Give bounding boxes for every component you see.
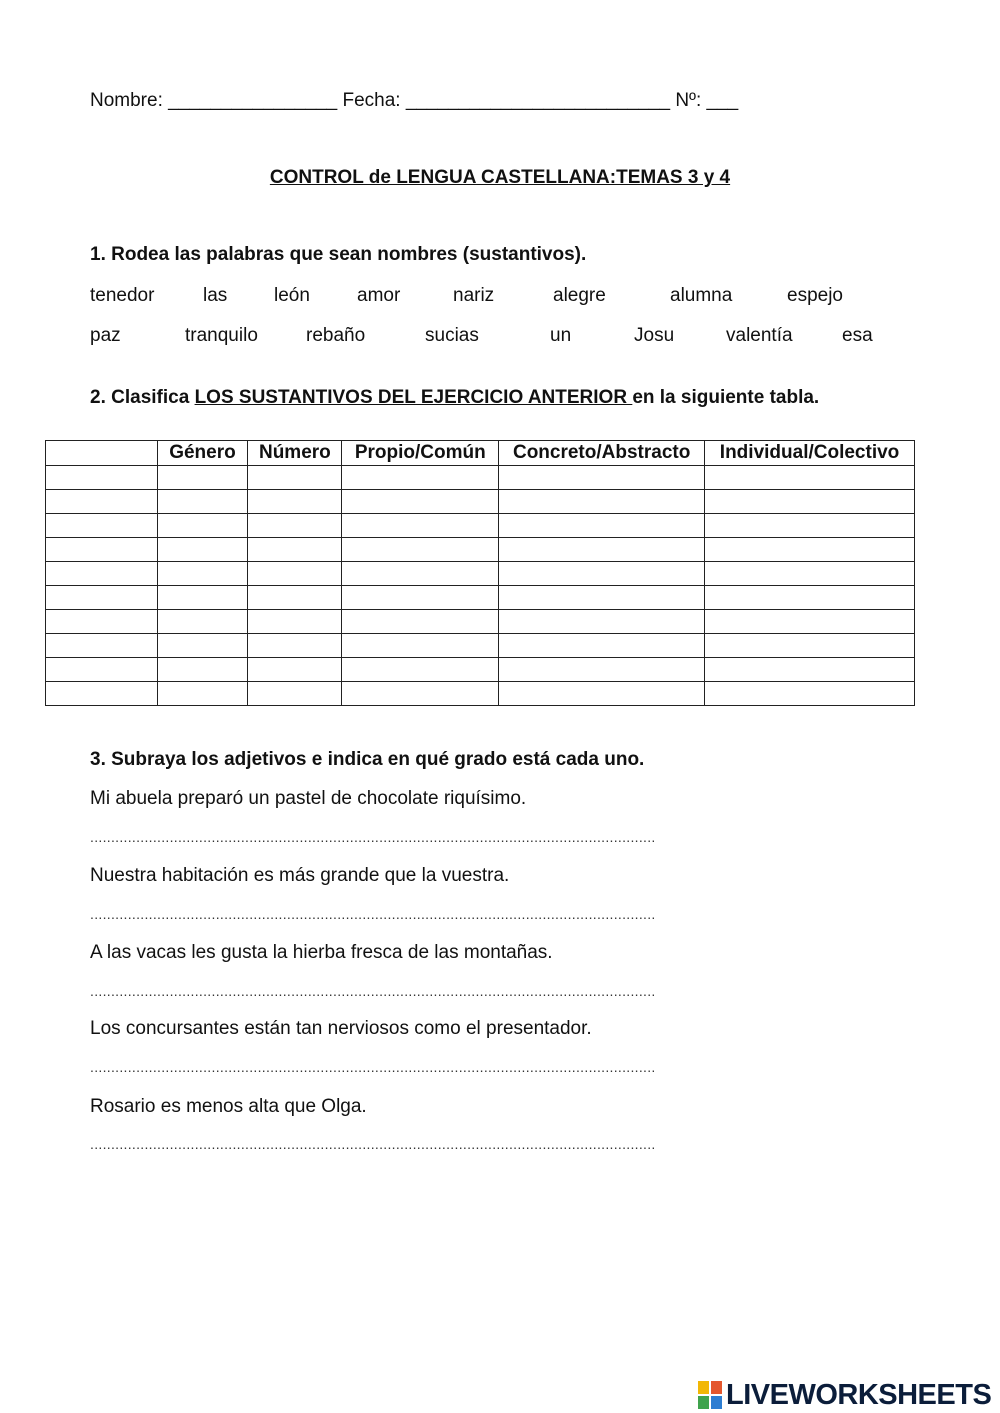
exercise-3-sentence[interactable]: Nuestra habitación es más grande que la vuestra. bbox=[90, 865, 510, 886]
table-cell[interactable] bbox=[248, 514, 342, 538]
table-row bbox=[46, 514, 915, 538]
table-cell[interactable] bbox=[157, 514, 248, 538]
table-row bbox=[46, 562, 915, 586]
table-cell[interactable] bbox=[705, 658, 915, 682]
table-cell[interactable] bbox=[499, 562, 705, 586]
table-cell[interactable] bbox=[342, 658, 499, 682]
table-cell[interactable] bbox=[342, 490, 499, 514]
table-row bbox=[46, 634, 915, 658]
exercise-2-instruction-start: 2. Clasifica bbox=[90, 387, 195, 408]
student-info-line bbox=[90, 90, 738, 112]
word-option[interactable]: paz bbox=[90, 325, 121, 346]
table-cell[interactable] bbox=[46, 634, 158, 658]
table-cell[interactable] bbox=[46, 490, 158, 514]
table-cell[interactable] bbox=[248, 538, 342, 562]
table-cell[interactable] bbox=[157, 682, 248, 706]
table-row bbox=[46, 682, 915, 706]
page-title: CONTROL de LENGUA CASTELLANA:TEMAS 3 y 4 bbox=[269, 167, 731, 188]
classification-table bbox=[45, 440, 915, 706]
word-option[interactable]: esa bbox=[842, 325, 873, 346]
answer-line[interactable]: ....................................................................................................................................... bbox=[90, 829, 656, 845]
table-row bbox=[46, 610, 915, 634]
table-cell[interactable] bbox=[499, 490, 705, 514]
exercise-3-sentence[interactable]: Rosario es menos alta que Olga. bbox=[90, 1096, 367, 1117]
liveworksheets-logo bbox=[698, 1378, 991, 1412]
exercise-3-sentence[interactable]: Los concursantes están tan nerviosos como el presentador. bbox=[90, 1018, 592, 1039]
answer-line[interactable]: ....................................................................................................................................... bbox=[90, 906, 656, 922]
column-header-propio-comun: Propio/Común bbox=[342, 441, 499, 466]
column-header-concreto-abstracto: Concreto/Abstracto bbox=[499, 441, 705, 466]
table-cell[interactable] bbox=[705, 466, 915, 490]
table-cell[interactable] bbox=[342, 562, 499, 586]
column-header-genero: Género bbox=[157, 441, 248, 466]
exercise-1-instruction: 1. Rodea las palabras que sean nombres (sustantivos). bbox=[90, 244, 587, 265]
table-cell[interactable] bbox=[705, 586, 915, 610]
table-header-row bbox=[46, 441, 915, 466]
exercise-2-instruction bbox=[90, 387, 819, 409]
answer-line[interactable]: ....................................................................................................................................... bbox=[90, 1136, 656, 1152]
table-cell[interactable] bbox=[248, 490, 342, 514]
word-option[interactable]: valentía bbox=[726, 325, 793, 346]
table-cell[interactable] bbox=[499, 634, 705, 658]
table-cell[interactable] bbox=[248, 466, 342, 490]
table-cell[interactable] bbox=[342, 466, 499, 490]
table-cell[interactable] bbox=[46, 682, 158, 706]
table-cell[interactable] bbox=[342, 514, 499, 538]
table-cell[interactable] bbox=[499, 538, 705, 562]
word-option[interactable]: alegre bbox=[553, 285, 606, 306]
answer-line[interactable]: ....................................................................................................................................... bbox=[90, 1059, 656, 1075]
word-option[interactable]: amor bbox=[357, 285, 401, 306]
nombre-field[interactable]: Nombre: ________________ bbox=[90, 90, 338, 111]
table-cell[interactable] bbox=[705, 634, 915, 658]
exercise-3-instruction: 3. Subraya los adjetivos e indica en qué grado está cada uno. bbox=[90, 749, 645, 770]
table-cell[interactable] bbox=[342, 682, 499, 706]
table-cell[interactable] bbox=[705, 562, 915, 586]
table-cell[interactable] bbox=[46, 610, 158, 634]
word-option[interactable]: tenedor bbox=[90, 285, 155, 306]
word-option[interactable]: rebaño bbox=[306, 325, 366, 346]
word-option[interactable]: tranquilo bbox=[185, 325, 258, 346]
table-cell[interactable] bbox=[157, 610, 248, 634]
column-header-numero: Número bbox=[248, 441, 342, 466]
table-cell[interactable] bbox=[157, 586, 248, 610]
word-option[interactable]: león bbox=[274, 285, 310, 306]
table-cell[interactable] bbox=[342, 586, 499, 610]
table-cell[interactable] bbox=[248, 682, 342, 706]
column-header bbox=[46, 441, 158, 466]
table-cell[interactable] bbox=[248, 610, 342, 634]
word-option[interactable]: Josu bbox=[634, 325, 675, 346]
table-cell[interactable] bbox=[342, 610, 499, 634]
table-cell[interactable] bbox=[499, 586, 705, 610]
table-cell[interactable] bbox=[46, 466, 158, 490]
table-cell[interactable] bbox=[248, 634, 342, 658]
numero-field[interactable]: Nº: ___ bbox=[675, 90, 739, 111]
word-option[interactable]: un bbox=[550, 325, 572, 346]
table-cell[interactable] bbox=[342, 538, 499, 562]
table-cell[interactable] bbox=[157, 658, 248, 682]
table-cell[interactable] bbox=[705, 514, 915, 538]
table-cell[interactable] bbox=[46, 514, 158, 538]
word-option[interactable]: alumna bbox=[670, 285, 733, 306]
table-cell[interactable] bbox=[499, 466, 705, 490]
table-row bbox=[46, 586, 915, 610]
table-row bbox=[46, 490, 915, 514]
table-row bbox=[46, 466, 915, 490]
table-row bbox=[46, 538, 915, 562]
table-cell[interactable] bbox=[157, 538, 248, 562]
table-cell[interactable] bbox=[46, 538, 158, 562]
table-cell[interactable] bbox=[157, 562, 248, 586]
table-cell[interactable] bbox=[705, 538, 915, 562]
exercise-2-instruction-underlined: LOS SUSTANTIVOS DEL EJERCICIO ANTERIOR bbox=[194, 387, 633, 408]
table-cell[interactable] bbox=[248, 586, 342, 610]
table-cell[interactable] bbox=[499, 514, 705, 538]
exercise-3-sentence[interactable]: A las vacas les gusta la hierba fresca de las montañas. bbox=[90, 942, 553, 963]
word-option[interactable]: sucias bbox=[425, 325, 479, 346]
exercise-3-sentence[interactable]: Mi abuela preparó un pastel de chocolate riquísimo. bbox=[90, 788, 527, 809]
table-cell[interactable] bbox=[499, 658, 705, 682]
table-cell[interactable] bbox=[157, 466, 248, 490]
table-row bbox=[46, 658, 915, 682]
table-cell[interactable] bbox=[157, 634, 248, 658]
table-cell[interactable] bbox=[46, 586, 158, 610]
table-cell[interactable] bbox=[46, 562, 158, 586]
table-cell[interactable] bbox=[157, 490, 248, 514]
table-cell[interactable] bbox=[46, 658, 158, 682]
table-cell[interactable] bbox=[705, 610, 915, 634]
table-cell[interactable] bbox=[499, 610, 705, 634]
table-cell[interactable] bbox=[705, 490, 915, 514]
word-option[interactable]: espejo bbox=[787, 285, 843, 306]
table-cell[interactable] bbox=[705, 682, 915, 706]
table-cell[interactable] bbox=[342, 634, 499, 658]
fecha-field[interactable]: Fecha: _________________________ bbox=[342, 90, 671, 111]
table-cell[interactable] bbox=[248, 658, 342, 682]
word-option[interactable]: las bbox=[203, 285, 228, 306]
answer-line[interactable]: ....................................................................................................................................... bbox=[90, 983, 656, 999]
column-header-individual-colectivo: Individual/Colectivo bbox=[705, 441, 915, 466]
liveworksheets-icon bbox=[698, 1381, 722, 1409]
brand-name: LIVEWORKSHEETS bbox=[726, 1378, 992, 1411]
word-option[interactable]: nariz bbox=[453, 285, 495, 306]
table-cell[interactable] bbox=[499, 682, 705, 706]
exercise-2-instruction-end: en la siguiente tabla. bbox=[632, 387, 820, 408]
table-cell[interactable] bbox=[248, 562, 342, 586]
